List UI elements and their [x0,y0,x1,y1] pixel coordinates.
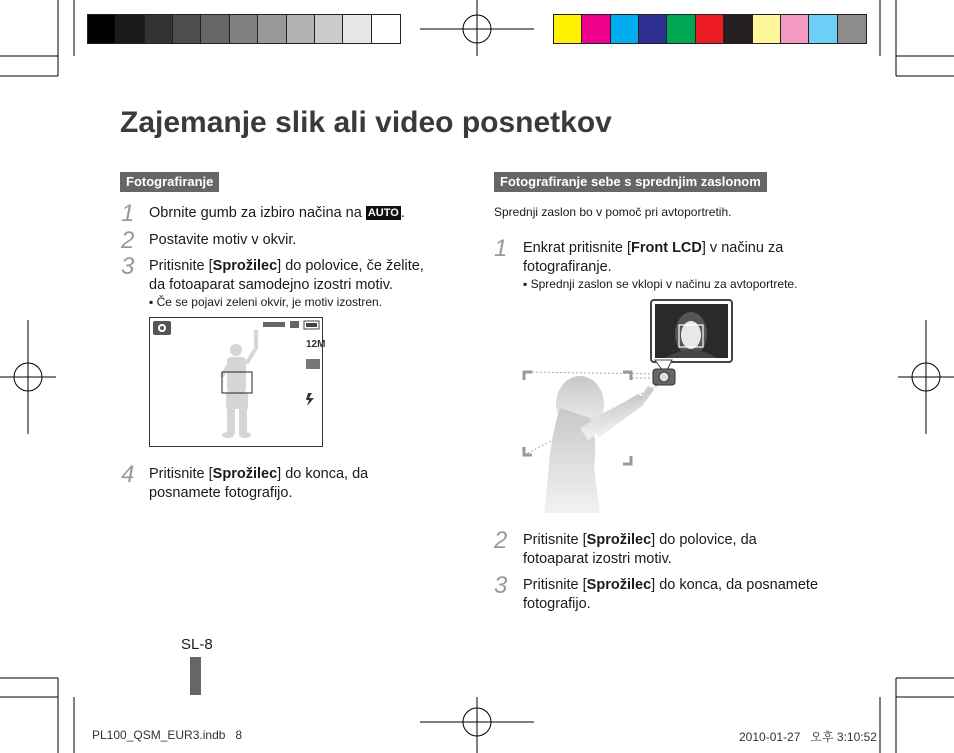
color-swatch [724,15,752,43]
color-swatch [667,15,695,43]
color-swatch [173,15,201,43]
color-calibration-bar [553,14,867,44]
step-text: Pritisnite [Sprožilec] do polovice, da fotoaparat izostri motiv. [523,532,757,567]
section-heading-photographing: Fotografiranje [120,172,219,192]
color-swatch [145,15,173,43]
step-number: 2 [121,227,135,254]
step-text: Pritisnite [Sprožilec] do konca, da posnamete fotografijo. [149,466,369,501]
step-number: 3 [494,572,508,599]
camera-screen-graphics [150,318,322,446]
page-number: SL-8 [181,636,213,653]
color-swatch [343,15,371,43]
camera-screen-illustration [149,317,326,447]
color-swatch [554,15,582,43]
color-swatch [88,15,116,43]
step-note: ▪ Če se pojavi zeleni okvir, je motiv izostren. [149,295,383,309]
color-swatch [838,15,866,43]
section-intro: Sprednji zaslon bo v pomoč pri avtoportretih. [494,205,732,219]
auto-mode-icon: AUTO [367,207,399,219]
self-portrait-illustration [520,298,740,513]
color-swatch [258,15,286,43]
color-swatch [201,15,229,43]
step-number: 4 [121,461,135,488]
megapixel-indicator: 12M [306,339,326,350]
color-swatch [809,15,837,43]
page-title: Zajemanje slik ali video posnetkov [120,106,612,139]
color-swatch [781,15,809,43]
step-number: 1 [494,235,508,262]
color-swatch [287,15,315,43]
step-number: 1 [121,200,135,227]
color-swatch [230,15,258,43]
color-swatch [753,15,781,43]
page-number-tab [190,657,201,695]
gray-calibration-bar [87,14,401,44]
step-text: Enkrat pritisnite [Front LCD] v načinu za fotografiranje. [523,240,784,275]
section-heading-self-portrait: Fotografiranje sebe s sprednjim zaslonom [494,172,767,192]
step-number: 2 [494,527,508,554]
color-swatch [639,15,667,43]
step-text: Obrnite gumb za izbiro načina na AUTO . [149,205,405,221]
color-swatch [582,15,610,43]
color-swatch [116,15,144,43]
color-swatch [696,15,724,43]
step-text: Postavite motiv v okvir. [149,232,297,248]
step-text: Pritisnite [Sprožilec] do konca, da posnamete fotografijo. [523,577,819,612]
color-swatch [611,15,639,43]
footer-timestamp: 2010-01-27 오후 3:10:52 [739,730,877,744]
step-text: Pritisnite [Sprožilec] do polovice, če želite, da fotoaparat samodejno izostri motiv. [149,258,424,293]
step-number: 3 [121,253,135,280]
color-swatch [372,15,400,43]
step-note: ▪ Sprednji zaslon se vklopi v načinu za avtoportrete. [523,277,798,291]
color-swatch [315,15,343,43]
footer-file-info: PL100_QSM_EUR3.indb 8 [92,728,243,742]
